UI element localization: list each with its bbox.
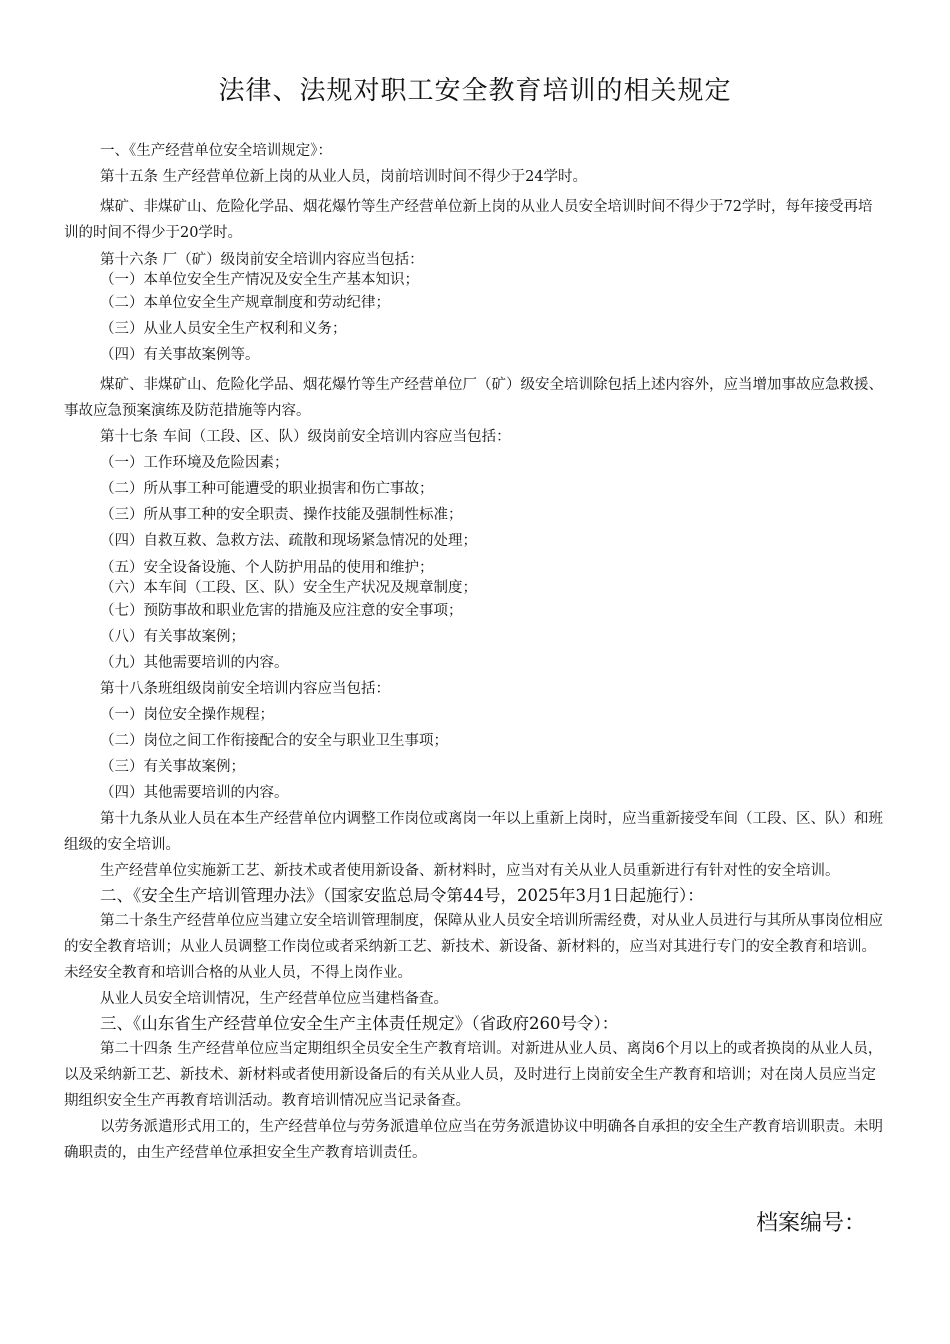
article-17: 第十七条 车间（工段、区、队）级岗前安全培训内容应当包括： bbox=[100, 429, 511, 445]
article-24: 第二十四条 生产经营单位应当定期组织全员安全生产教育培训。对新进从业人员、离岗6个月以上的或者换岗的从业人员，以及采纳新工艺、新技术、新材料或者使用新设备后的有关从业人员，及时进行上岗前安全生产教育和培训；对在岗人员应当定期组织安全生产再教育培训活动。教育培训情况应当记录备查。 bbox=[64, 1041, 883, 1109]
article-15-mine-paragraph: 煤矿、非煤矿山、危险化学品、烟花爆竹等生产经营单位新上岗的从业人员安全培训时间不得少于72学时，每年接受再培训的时间不得少于20学时。 bbox=[64, 199, 873, 241]
list-item: （三）从业人员安全生产权利和义务； bbox=[100, 321, 347, 337]
article-19: 第十九条从业人员在本生产经营单位内调整工作岗位或离岗一年以上重新上岗时，应当重新接受车间（工段、区、队）和班组级的安全培训。 bbox=[64, 811, 883, 853]
archive-number-label: 档案编号： bbox=[755, 1211, 866, 1236]
list-item: （七）预防事故和职业危害的措施及应注意的安全事项； bbox=[100, 603, 463, 619]
article-20-record: 从业人员安全培训情况，生产经营单位应当建档备查。 bbox=[100, 991, 448, 1007]
list-item: （一）工作环境及危险因素； bbox=[100, 455, 289, 471]
list-item: （四）其他需要培训的内容。 bbox=[100, 785, 289, 801]
list-item: （三）有关事故案例； bbox=[100, 759, 245, 775]
article-24-dispatch-paragraph: 以劳务派遣形式用工的，生产经营单位与劳务派遣单位应当在劳务派遣协议中明确各自承担的安全生产教育培训职责。未明确职责的，由生产经营单位承担安全生产教育培训责任。 bbox=[64, 1119, 883, 1161]
list-item: （九）其他需要培训的内容。 bbox=[100, 655, 289, 671]
list-item: （二）岗位之间工作衔接配合的安全与职业卫生事项； bbox=[100, 733, 448, 749]
document-title: 法律、法规对职工安全教育培训的相关规定 bbox=[218, 76, 732, 106]
list-item: （一）岗位安全操作规程； bbox=[100, 707, 274, 723]
list-item: （二）本单位安全生产规章制度和劳动纪律； bbox=[100, 295, 390, 311]
article-16-mine-paragraph: 煤矿、非煤矿山、危险化学品、烟花爆竹等生产经营单位厂（矿）级安全培训除包括上述内容外，应当增加事故应急救援、事故应急预案演练及防范措施等内容。 bbox=[64, 377, 883, 419]
list-item: （一）本单位安全生产情况及安全生产基本知识； bbox=[100, 272, 419, 288]
list-item: （六）本车间（工段、区、队）安全生产状况及规章制度； bbox=[100, 580, 477, 596]
article-16: 第十六条 厂（矿）级岗前安全培训内容应当包括： bbox=[100, 252, 424, 268]
list-item: （四）自救互救、急救方法、疏散和现场紧急情况的处理； bbox=[100, 533, 477, 549]
article-20: 第二十条生产经营单位应当建立安全培训管理制度，保障从业人员安全培训所需经费，对从业人员进行与其所从事岗位相应的安全教育培训；从业人员调整工作岗位或者采纳新工艺、新技术、新设备、新材料的，应当对其进行专门的安全教育和培训。未经安全教育和培训合格的从业人员，不得上岗作业。 bbox=[64, 913, 883, 981]
list-item: （三）所从事工种的安全职责、操作技能及强制性标准； bbox=[100, 507, 463, 523]
section-1-heading: 一、《生产经营单位安全培训规定》： bbox=[100, 143, 332, 159]
article-18: 第十八条班组级岗前安全培训内容应当包括： bbox=[100, 681, 390, 697]
section-2-heading: 二、《安全生产培训管理办法》（国家安监总局令第44号，2025年3月1日起施行）： bbox=[100, 886, 704, 905]
article-19-tech-paragraph: 生产经营单位实施新工艺、新技术或者使用新设备、新材料时，应当对有关从业人员重新进行有针对性的安全培训。 bbox=[100, 863, 840, 879]
list-item: （八）有关事故案例； bbox=[100, 629, 245, 645]
document-body bbox=[64, 138, 886, 1166]
list-item: （二）所从事工种可能遭受的职业损害和伤亡事故； bbox=[100, 481, 434, 497]
list-item: （四）有关事故案例等。 bbox=[100, 347, 260, 363]
section-3-heading: 三、《山东省生产经营单位安全生产主体责任规定》（省政府260号令）： bbox=[100, 1014, 619, 1033]
article-15: 第十五条 生产经营单位新上岗的从业人员，岗前培训时间不得少于24学时。 bbox=[100, 169, 588, 185]
list-item: （五）安全设备设施、个人防护用品的使用和维护； bbox=[100, 560, 434, 576]
